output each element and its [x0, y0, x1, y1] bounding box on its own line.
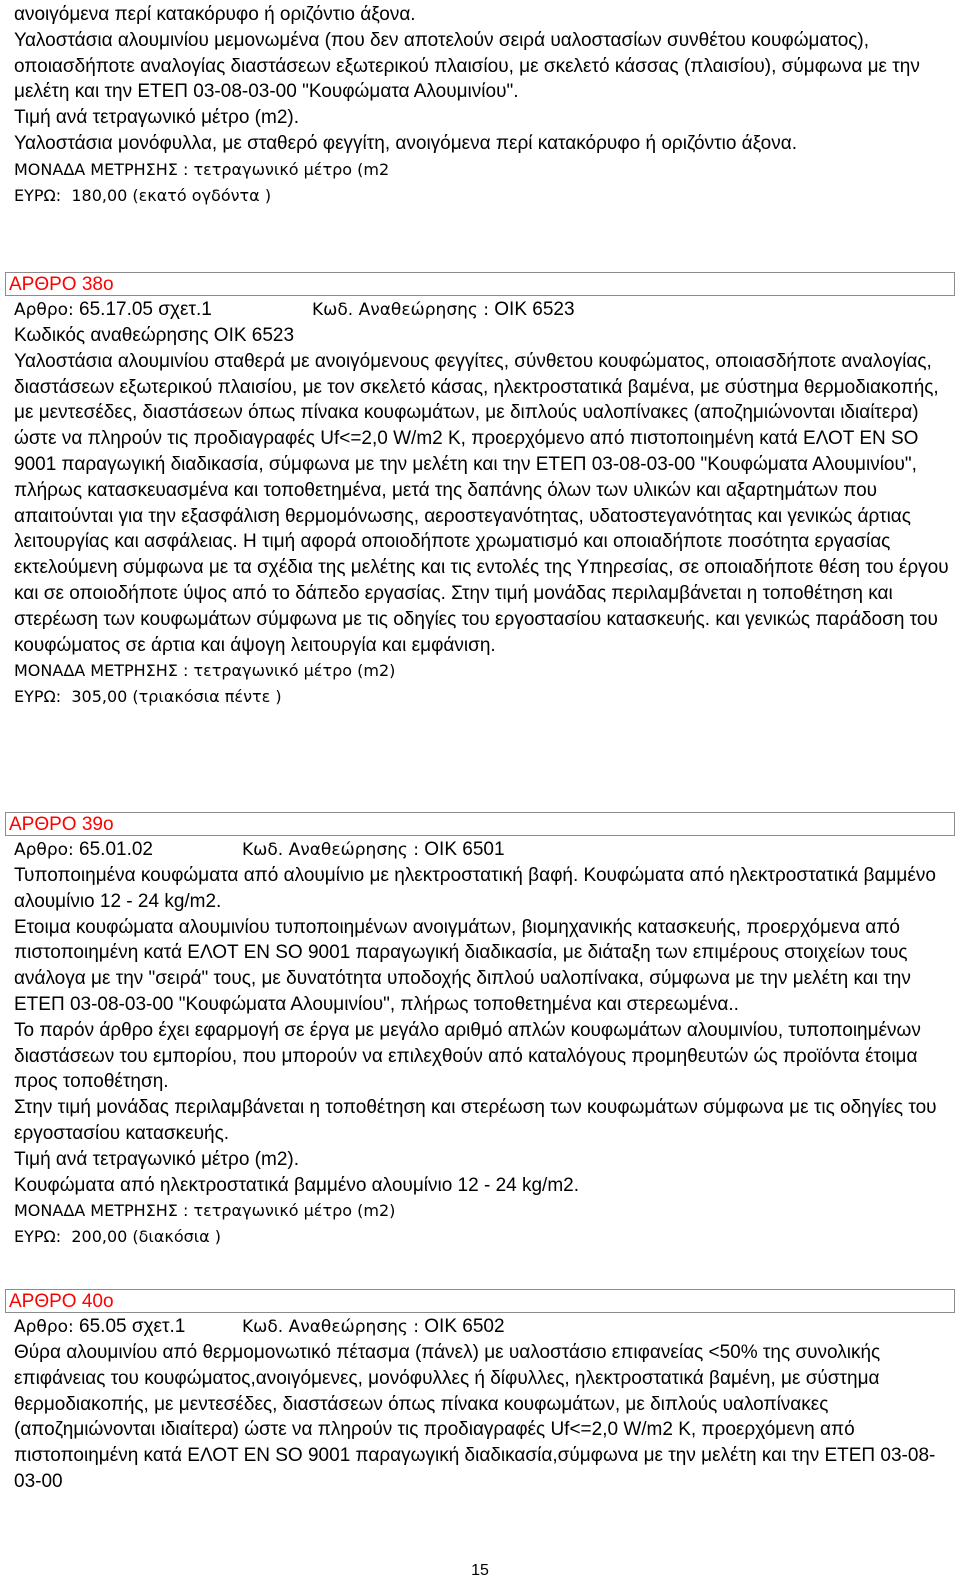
euro-line — [14, 183, 949, 209]
unit-value: τετραγωνικό μέτρο (m2 — [193, 159, 390, 179]
intro-paragraph: Υαλοστάσια αλουμινίου μεμονωμένα (που δεν αποτελούν σειρά υαλοστασίων συνθέτου κουφώματος), οποιασδήποτε αναλογίας διαστάσεων εξωτερικού πλαισίου, με σκελετό κάσσας (πλαισίου), σύμφωνα με την μελέτη και την ΕΤΕΠ 03-08-03-00 "Κουφώματα Αλουμινίου". — [14, 29, 920, 103]
revision-code — [242, 1315, 505, 1339]
article-meta-38 — [14, 298, 575, 322]
article-paragraph: Θύρα αλουμινίου από θερμομονωτικό πέτασμα (πάνελ) με υαλοστάσιο επιφανείας <50% της συνολικής επιφάνειας του κουφώματος,ανοιγόμενες, μονόφυλλες ή δίφυλλες, ηλεκτροστατικά βαμένη, με σύστημα θερμοδιακοπής, με μεντεσέδες, διαστάσεων όπως πίνακα κουφωμάτων, με διπλούς υαλοπίνακες (αποζημιώνονται ιδιαίτερα) ώστε να πληρούν τις προδιαγραφές Uf<=2,0 W/m2 K, προερχόμενη από πιστοποιημένη κατά ΕΛΟΤ EN SO 9001 παραγωγική διαδικασία,σύμφωνα με την μελέτη και την ΕΤΕΠ 03-08-03-00 — [14, 1342, 936, 1492]
unit-line — [14, 1198, 949, 1224]
article-paragraph: Στην τιμή μονάδας περιλαμβάνεται η τοποθέτηση και στερέωση των κουφωμάτων σύμφωνα με τις οδηγίες του εργοστασίου κατασκευής. — [14, 1097, 937, 1144]
revision-value: ΟΙΚ 6523 — [494, 299, 575, 320]
intro-paragraph: ανοιγόμενα περί κατακόρυφο ή οριζόντιο άξονα. — [14, 4, 416, 25]
unit-value: τετραγωνικό μέτρο (m2) — [193, 661, 396, 681]
arthro-value: 65.17.05 σχετ.1 — [79, 299, 212, 320]
euro-value: 305,00 (τριακόσια πέντε ) — [71, 687, 282, 707]
euro-value: 180,00 (εκατό ογδόντα ) — [71, 185, 272, 205]
article-header-39 — [5, 812, 955, 836]
arthro-label: Αρθρο: — [14, 300, 74, 320]
euro-line — [14, 1224, 949, 1250]
article-title: ΑΡΘΡΟ 40ο — [9, 1291, 114, 1312]
euro-value: 200,00 (διακόσια ) — [71, 1227, 222, 1247]
article-paragraph: Ετοιμα κουφώματα αλουμινίου τυποποιημένων ανοιγμάτων, βιομηχανικής κατασκευής, προερχόμενα από πιστοποιημένη κατά ΕΛΟΤ EN SO 9001 παραγωγική διαδικασία, με διάταξη των επιμέρους στοιχείων τους ανάλογα με την "σειρά" τους, με δυνατότητα υποδοχής διπλού υαλοπίνακα, σύμφωνα με την μελέτη και την ΕΤΕΠ 03-08-03-00 "Κουφώματα Αλουμινίου", πλήρως τοποθετημένα και στερεωμένα.. — [14, 916, 911, 1015]
revision-code — [242, 838, 505, 862]
article-header-38 — [5, 272, 955, 296]
article-meta-40 — [14, 1315, 505, 1339]
article-paragraph: Τιμή ανά τετραγωνικό μέτρο (m2). — [14, 1148, 300, 1170]
unit-label: ΜΟΝΑΔΑ ΜΕΤΡΗΣΗΣ : — [14, 159, 189, 179]
revision-value: ΟΙΚ 6502 — [424, 1316, 505, 1337]
article-body-38 — [14, 323, 949, 710]
arthro-label: Αρθρο: — [14, 840, 74, 860]
article-body-39 — [14, 863, 949, 1250]
arthro-label: Αρθρο: — [14, 1317, 74, 1337]
page-number: 15 — [471, 1562, 489, 1579]
article-paragraph: Τυποποιημένα κουφώματα από αλουμίνιο με ηλεκτροστατική βαφή. Κουφώματα από ηλεκτροστατικά βαμμένο αλουμίνιο 12 - 24 kg/m2. — [14, 865, 936, 912]
article-title: ΑΡΘΡΟ 38ο — [9, 274, 114, 295]
article-title: ΑΡΘΡΟ 39ο — [9, 814, 114, 835]
article-paragraph: Το παρόν άρθρο έχει εφαρμογή σε έργα με μεγάλο αριθμό απλών κουφωμάτων αλουμινίου, τυποποιημένων διαστάσεων του εμπορίου, που μπορούν να επιλεχθούν από καταλόγους προμηθευτών ώς προϊόντα έτοιμα προς τοποθέτηση. — [14, 1019, 921, 1093]
revision-code — [312, 298, 575, 322]
arthro-value: 65.05 σχετ.1 — [79, 1316, 186, 1337]
euro-label: ΕΥΡΩ: — [14, 185, 62, 205]
revision-label: Κωδ. Αναθεώρησης : — [312, 300, 489, 320]
intro-paragraph: Υαλοστάσια μονόφυλλα, με σταθερό φεγγίτη, ανοιγόμενα περί κατακόρυφο ή οριζόντιο άξονα. — [14, 132, 797, 154]
article-paragraph: Κουφώματα από ηλεκτροστατικά βαμμένο αλουμίνιο 12 - 24 kg/m2. — [14, 1174, 580, 1196]
article-meta-39 — [14, 838, 505, 862]
unit-label: ΜΟΝΑΔΑ ΜΕΤΡΗΣΗΣ : — [14, 661, 189, 681]
unit-label: ΜΟΝΑΔΑ ΜΕΤΡΗΣΗΣ : — [14, 1201, 189, 1221]
euro-label: ΕΥΡΩ: — [14, 687, 62, 707]
unit-line — [14, 157, 949, 183]
article-body-40 — [14, 1340, 949, 1495]
article-paragraph: Υαλοστάσια αλουμινίου σταθερά με ανοιγόμενους φεγγίτες, σύνθετου κουφώματος, οποιασδήποτε αναλογίας, διαστάσεων εξωτερικού πλαισίου, με τον σκελετό κάσας, ηλεκτροστατικά βαμένα, με σύστημα θερμοδιακοπής, με μεντεσέδες, διαστάσεων όπως πίνακα κουφωμάτων, με διπλούς υαλοπίνακες (αποζημιώνονται ιδιαίτερα) ώστε να πληρούν τις προδιαγραφές Uf<=2,0 W/m2 K, προερχόμενο από πιστοποιημένη κατά ΕΛΟΤ EN SO 9001 παραγωγική διαδικασία, σύμφωνα με την μελέτη και την ΕΤΕΠ 03-08-03-00 "Κουφώματα Αλουμινίου", πλήρως κατασκευασμένα και τοποθετημένα, μετά της δαπάνης όλων των υλικών και αξαρτημάτων που απαιτούνται για την εξασφάλιση θερμομόνωσης, αεροστεγανότητας, υδατοστεγανότητας και γενικώς άρτιας λειτουργίας και ασφάλειας. Η τιμή αφορά οποιοδήποτε χρωματισμό και οποιαδήποτε ποσότητα εργασίας εκτελούμενη σύμφωνα με τα σχέδια της μελέτης και τις εντολές της Υπηρεσίας, σε οποιαδήποτε θέση του έργου και σε οποιοδήποτε ύψος από το δάπεδο εργασίας. Στην τιμή μονάδας περιλαμβάνεται η τοποθέτηση και στερέωση των κουφωμάτων σύμφωνα με τις οδηγίες του εργοστασίου κατασκευής. και γενικώς παράδοση του κουφώματος σε άρτια και άψογη λειτουργία και εμφάνιση. — [14, 350, 949, 656]
revision-value: ΟΙΚ 6501 — [424, 839, 505, 860]
unit-value: τετραγωνικό μέτρο (m2) — [193, 1201, 396, 1221]
intro-section — [14, 2, 949, 209]
article-paragraph: Κωδικός αναθεώρησης ΟΙΚ 6523 — [14, 325, 295, 346]
unit-line — [14, 658, 949, 684]
intro-paragraph: Τιμή ανά τετραγωνικό μέτρο (m2). — [14, 107, 300, 129]
euro-label: ΕΥΡΩ: — [14, 1227, 62, 1247]
revision-label: Κωδ. Αναθεώρησης : — [242, 840, 419, 860]
article-header-40 — [5, 1289, 955, 1313]
revision-label: Κωδ. Αναθεώρησης : — [242, 1317, 419, 1337]
arthro-value: 65.01.02 — [79, 839, 153, 860]
euro-line — [14, 684, 949, 710]
